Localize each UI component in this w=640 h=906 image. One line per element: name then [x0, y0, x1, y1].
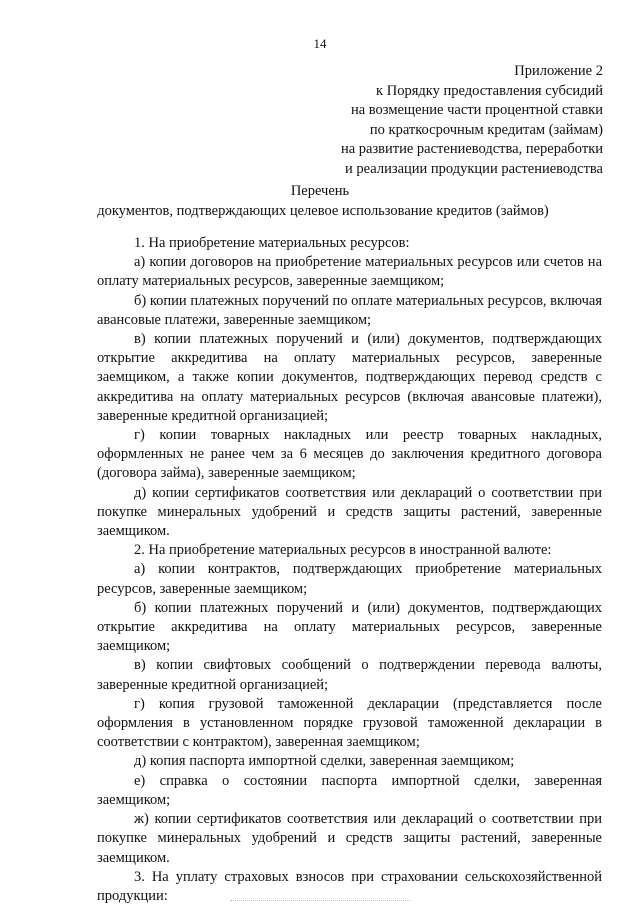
section-heading: 2. На приобретение материальных ресурсов в иностранной валюте:	[134, 542, 552, 559]
list-item: е) справка о состоянии паспорта импортной сделки, заверенная заемщиком;	[97, 772, 602, 808]
appendix-line: по краткосрочным кредитам (займам)	[369, 121, 603, 138]
appendix-line: на возмещение части процентной ставки	[350, 102, 603, 118]
appendix-header	[341, 62, 603, 179]
appendix-line: Приложение 2	[514, 63, 603, 79]
scan-edge-divider	[230, 900, 410, 901]
title-line: Перечень	[290, 183, 350, 199]
list-item: а) копии контрактов, подтверждающих приобретение материальных ресурсов, заверенные заемщиком;	[97, 561, 602, 597]
title-subline: документов, подтверждающих целевое использование кредитов (займов)	[97, 203, 549, 219]
list-item: д) копия паспорта импортной сделки, заверенная заемщиком;	[134, 753, 515, 770]
list-item: в) копии платежных поручений и (или) документов, подтверждающих открытие аккредитива на оплату материальных ресурсов, заверенные заемщиком, а также копии документов, подтверждающих перевод средств с аккредитива на оплату материальных ресурсов (включая авансовые платежи), заверенные кредитной организацией;	[97, 331, 602, 424]
appendix-line: на развитие растениеводства, переработки	[340, 141, 603, 157]
list-item: г) копия грузовой таможенной декларации (представляется после оформления в установленном порядке грузовой таможенной декларации в соответствии с контрактом), заверенная заемщиком;	[97, 695, 602, 751]
document-title	[0, 181, 640, 221]
list-item: д) копии сертификатов соответствия или деклараций о соответствии при покупке минеральных удобрений и средств защиты растений, заверенные заемщиком.	[97, 484, 602, 540]
appendix-line: к Порядку предоставления субсидий	[376, 82, 603, 99]
list-item: б) копии платежных поручений и (или) документов, подтверждающих открытие аккредитива на оплату материальных ресурсов, заверенные заемщиком;	[97, 599, 602, 655]
list-item: а) копии договоров на приобретение материальных ресурсов или счетов на оплату материальных ресурсов, заверенные заемщиком;	[97, 254, 602, 290]
list-item: б) копии платежных поручений по оплате материальных ресурсов, включая авансовые платежи, заверенные заемщиком;	[97, 292, 602, 328]
list-item: в) копии свифтовых сообщений о подтверждении перевода валюты, заверенные кредитной организацией;	[97, 657, 602, 693]
appendix-line: и реализации продукции растениеводства	[345, 160, 603, 177]
list-item: г) копии товарных накладных или реестр товарных накладных, оформленных не ранее чем за 6 месяцев до заключения кредитного договора (договора займа), заверенные заемщиком;	[97, 427, 602, 482]
section-heading: 3. На уплату страховых взносов при страховании сельскохозяйственной продукции:	[97, 868, 602, 904]
list-item: ж) копии сертификатов соответствия или деклараций о соответствии при покупке минеральных удобрений и средств защиты растений, заверенные заемщиком.	[97, 811, 602, 866]
page-number: 14	[313, 36, 327, 51]
section-heading: 1. На приобретение материальных ресурсов:	[134, 235, 410, 251]
document-body	[97, 234, 602, 906]
